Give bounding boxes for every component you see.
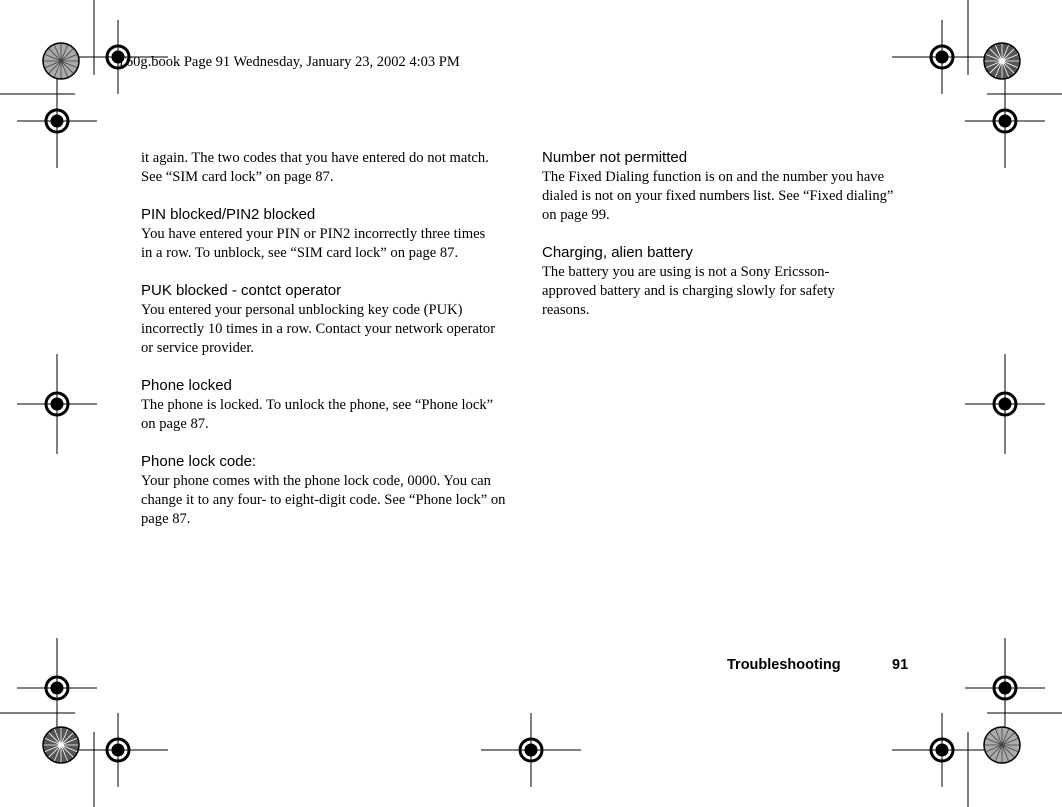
star-target-icon [43,727,79,763]
section [141,376,513,434]
footer-section-title: Troubleshooting [727,657,841,673]
star-target-icon [984,43,1020,79]
star-target-icon [984,727,1020,763]
section-body: Your phone comes with the phone lock code, 0000. You can change it to any four- to eight-digit code. See “Phone lock” on page 87. [141,473,506,527]
section [141,205,513,263]
section-body: The phone is locked. To unlock the phone, see “Phone lock” on page 87. [141,397,494,432]
page-number: 91 [892,657,909,673]
left-column [141,149,513,529]
section-heading: Phone lock code: [141,453,257,470]
right-column [542,148,912,320]
section [542,243,912,320]
section-body: You have entered your PIN or PIN2 incorrectly three times in a row. To unblock, see “SIM card lock” on page 87. [141,226,486,261]
book-stamp: T60g.book Page 91 Wednesday, January 23, 2002 4:03 PM [117,54,460,70]
registration-target-icon [965,354,1045,454]
registration-target-icon [892,713,992,787]
section-heading: Number not permitted [542,149,688,166]
star-target-icon [43,43,79,79]
registration-target-icon [965,74,1045,168]
registration-target-icon [965,638,1045,738]
section-heading: PUK blocked - contct operator [141,282,342,299]
section [141,281,513,358]
registration-target-icon [17,638,97,738]
section [141,452,513,529]
registration-target-icon [481,713,581,787]
registration-target-icon [17,354,97,454]
section-body: You entered your personal unblocking key code (PUK) incorrectly 10 times in a row. Contact your network operator or service provider. [141,302,496,356]
section-heading: PIN blocked/PIN2 blocked [141,206,316,223]
registration-target-icon [17,74,97,168]
continuation-text: it again. The two codes that you have entered do not match. See “SIM card lock” on page 87. [141,150,489,185]
section-heading: Charging, alien battery [542,244,693,261]
section-body: The Fixed Dialing function is on and the number you have dialed is not on your fixed numbers list. See “Fixed dialing” on page 99. [542,169,894,223]
registration-target-icon [68,713,168,787]
section-heading: Phone locked [141,377,232,394]
section-body: The battery you are using is not a Sony Ericsson-approved battery and is charging slowly for safety reasons. [542,264,835,318]
section [542,148,912,225]
registration-target-icon [892,20,992,94]
